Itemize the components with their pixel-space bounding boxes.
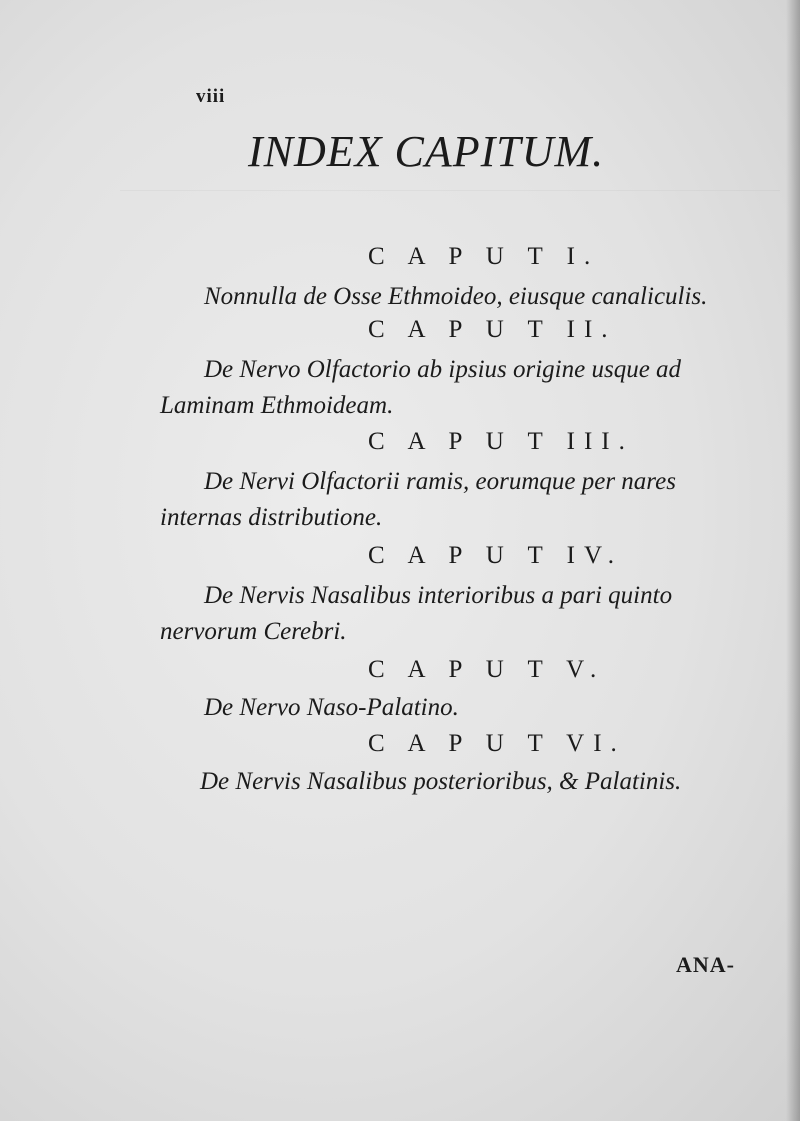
chapter-heading-2: C A P U T II. (368, 316, 617, 343)
chapter-heading-5: C A P U T V. (368, 656, 606, 683)
chapter-heading-3: C A P U T III. (368, 428, 634, 455)
chapter-5-line-1: De Nervo Naso-Palatino. (204, 694, 459, 721)
chapter-1-line-1: Nonnulla de Osse Ethmoideo, eiusque canaliculis. (204, 283, 708, 310)
chapter-3-line-2: internas distributione. (160, 504, 383, 531)
catchword: ANA- (676, 952, 735, 977)
page-title: INDEX CAPITUM. (248, 127, 605, 176)
chapter-3-line-1: De Nervi Olfactorii ramis, eorumque per nares (204, 468, 676, 495)
chapter-6-line-1: De Nervis Nasalibus posterioribus, & Palatinis. (200, 768, 682, 795)
chapter-4-line-2: nervorum Cerebri. (160, 618, 347, 645)
chapter-2-line-2: Laminam Ethmoideam. (160, 392, 394, 419)
chapter-4-line-1: De Nervis Nasalibus interioribus a pari quinto (204, 582, 673, 609)
chapter-2-line-1: De Nervo Olfactorio ab ipsius origine usque ad (204, 356, 682, 383)
chapter-heading-6: C A P U T VI. (368, 730, 626, 757)
page-number: viii (196, 86, 226, 107)
chapter-heading-1: C A P U T I. (368, 243, 600, 270)
chapter-heading-4: C A P U T IV. (368, 542, 624, 569)
page-edge-shadow (786, 0, 800, 1121)
